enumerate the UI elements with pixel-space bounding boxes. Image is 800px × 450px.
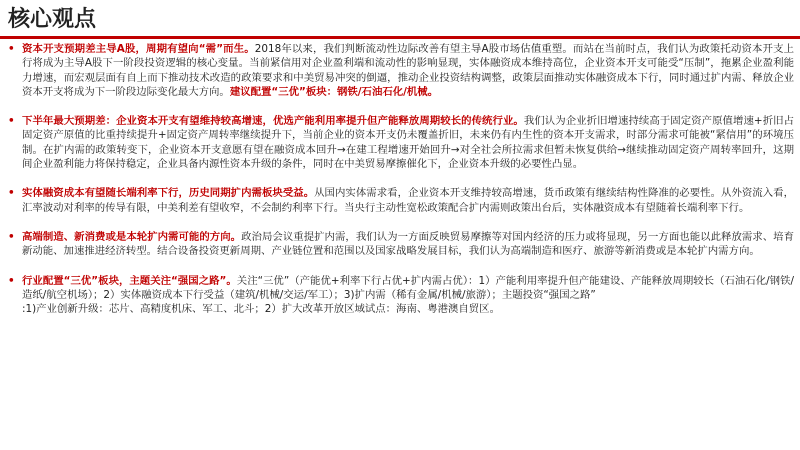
title-bar	[0, 0, 800, 39]
bullet-dot-icon: •	[8, 187, 15, 200]
point-3	[6, 186, 794, 215]
point-3-lead: 实体融资成本有望随长端利率下行，历史同期扩内需板块受益。	[22, 187, 315, 200]
point-2	[6, 114, 794, 171]
bullet-dot-icon: •	[8, 230, 15, 243]
bullet-dot-icon: •	[8, 43, 15, 55]
point-1-tail: 建议配置“三优”板块：钢铁/石油石化/机械。	[229, 85, 439, 98]
bullet-dot-icon: •	[8, 274, 15, 287]
bullet-dot-icon: •	[8, 115, 15, 128]
point-2-lead: 下半年最大预期差：企业资本开支有望维持较高增速，优选产能利用率提升但产能释放周期较长的传统行业。	[22, 115, 524, 128]
point-5-lead: 行业配置“三优”板块，主题关注“强国之路”。	[22, 274, 237, 287]
point-3-body: 从国内实体需求看，企业资本开支维持较高增速，货币政策有继续结构性降准的必要性。从外资流入看，汇率波动对利率的传导有限，中美利差有望收窄，不会制约利率下行。当央行主动性宽松政策配合扩内需则政策出台后，实体融资成本有望随着长端利率下行。	[22, 187, 794, 214]
point-1-body: 2018年以来，我们判断流动性边际改善有望主导A股市场估值重塑。而站在当前时点，我们认为政策托动资本开支上行将成为主导A股下一阶段投资逻辑的核心变量。当前紧信用对企业盈利端和流动性的影响显现，实体融资成本维持高位，企业资本开支可能受“压制”，拖累企业盈利能力增速，而宏观层面有自上而下推动技术改造的政策要求和中美贸易冲突的倒逼，推动企业投资结构调整，政策层面推动实体融资成本下行，同时通过扩内需、释放企业资本开支将成为下一阶段边际变化最大方向。	[22, 43, 794, 98]
point-4-lead: 高端制造、新消费或是本轮扩内需可能的方向。	[22, 230, 242, 243]
point-5-extra: :1)产业创新升级：芯片、高精度机床、军工、北斗；2）扩大改革开放区域试点：海南、粤港澳自贸区。	[22, 303, 500, 316]
point-4-body: 政治局会议重提扩内需，我们认为一方面反映贸易摩擦等对国内经济的压力或将显现，另一方面也能以此释放需求、培育新动能、加速推进经济转型。结合设备投资更新周期、产业链位置和范围以及国家战略发展目标，我们认为高端制造和医疗、旅游等新消费或是本轮扩内需方向。	[22, 230, 794, 258]
point-1-lead: 资本开支预期差主导A股，周期有望向“需”而生。	[22, 43, 255, 55]
page-title: 核心观点	[8, 7, 97, 32]
point-1	[6, 42, 794, 99]
point-4	[6, 230, 794, 259]
point-2-body: 我们认为企业折旧增速持续高于固定资产原值增速+折旧占固定资产原值的比重持续提升+固定资产周转率继续提升下，当前企业的资本开支仍未覆盖折旧，未来仍有内生性的资本开支需求，时部分需求可能被“紧信用”的环境压制。在扩内需的政策转变下，企业资本开支意愿有望在融资成本回升→在建工程增速开始回升→对全社会所拉需求但暂未恢复供给→继续推动固定资产周转率回升，这期间企业盈利能力将保持稳定，企业具备内源性资本升级的条件，同时在中美贸易摩擦催化下，企业资本升级的必要性凸显。	[22, 115, 794, 171]
core-points-list	[6, 42, 794, 331]
point-5	[6, 274, 794, 317]
point-5-body: 关注“三优”（产能优+利率下行占优+扩内需占优）：1）产能利用率提升但产能建设、产能释放周期较长（石油石化/钢铁/造纸/航空机场）；2）实体融资成本下行受益（建筑/机械/交运/军工）；3)扩内需（稀有金属/机械/旅游）；主题投资“强国之路”	[22, 274, 794, 301]
